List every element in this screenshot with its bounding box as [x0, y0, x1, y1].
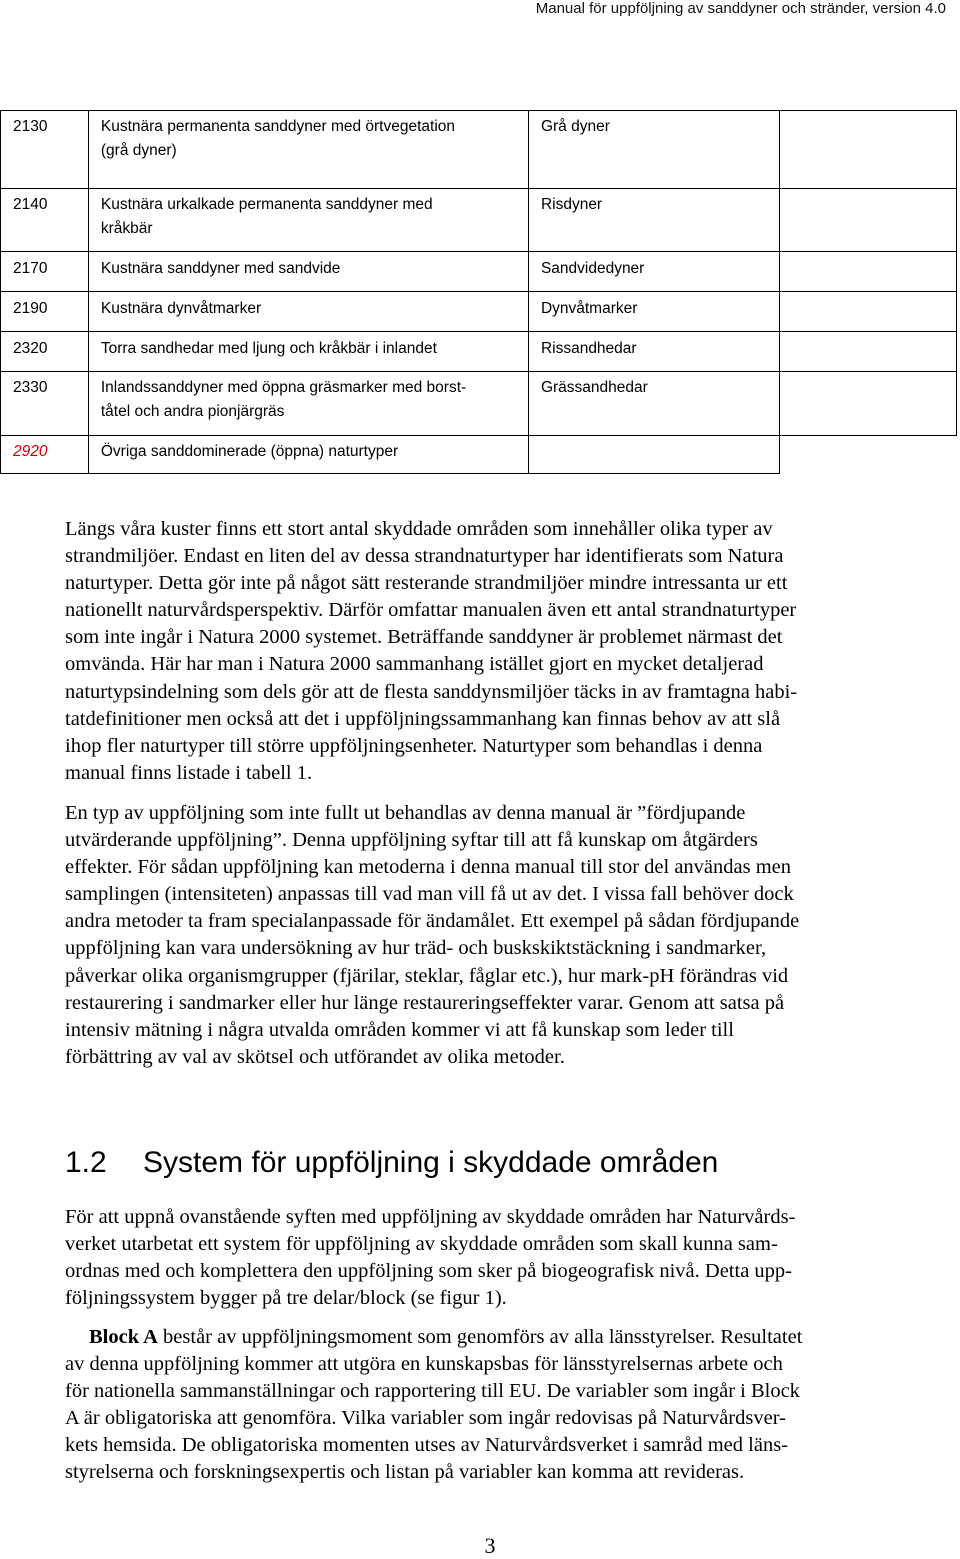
text-line: ordnas med och komplettera den uppföljning som sker på biogeografisk nivå. Detta upp-: [65, 1260, 792, 1283]
table-row: [1, 332, 957, 372]
text-line: uppföljning kan vara undersökning av hur träd- och buskskiktstäckning i sandmarker,: [65, 937, 767, 960]
text-line: naturtypsindelning som dels gör att de flesta sanddynsmiljöer täcks in av framtagna habi-: [65, 680, 798, 703]
habitat-description: [88, 436, 528, 474]
paragraph-block-a: [65, 1324, 915, 1487]
description-line: Inlandssanddyner med öppna gräsmarker med borst-: [100, 379, 467, 396]
text-line: för nationella sammanställningar och rapportering till EU. De variabler som ingår i Block: [65, 1380, 800, 1403]
habitat-description: [88, 292, 528, 332]
table-row: [1, 436, 957, 474]
text-line: andra metoder ta fram specialanpassade för ändamålet. Ett exempel på sådan fördjupande: [65, 910, 800, 933]
habitat-code: 2330: [1, 372, 89, 436]
text-line: samplingen (intensiteten) anpassas till vad man vill få ut av det. I vissa fall behöver dock: [65, 883, 794, 906]
text-line: styrelserna och forskningsexpertis och listan på variabler kan komma att revideras.: [65, 1461, 745, 1484]
habitat-description: [88, 252, 528, 292]
table-row: [1, 252, 957, 292]
habitat-extra-cell: [779, 292, 956, 332]
text-line: förbättring av val av skötsel och utförandet av olika metoder.: [65, 1045, 565, 1068]
habitat-extra-cell: [779, 332, 956, 372]
section-number: 1.2: [65, 1146, 107, 1179]
habitat-code: 2130: [1, 111, 89, 189]
habitat-code: 2320: [1, 332, 89, 372]
table-row: [1, 292, 957, 332]
description-line: tåtel och andra pionjärgräs: [100, 403, 285, 420]
text-line: ihop fler naturtyper till större uppföljningsenheter. Naturtyper som behandlas i denna: [65, 734, 763, 757]
table-row: [1, 189, 957, 252]
description-line: (grå dyner): [100, 142, 177, 159]
description-line: Kustnära urkalkade permanenta sanddyner med: [100, 196, 433, 213]
habitat-code: 2190: [1, 292, 89, 332]
habitat-name: Grå dyner: [528, 111, 779, 189]
habitat-name: Rissandhedar: [528, 332, 779, 372]
habitat-description: [88, 111, 528, 189]
text-line: effekter. För sådan uppföljning kan metoderna i denna manual till stor del användas men: [65, 856, 792, 879]
text-line: som inte ingår i Natura 2000 systemet. Beträffande sanddyner är problemet närmast det: [65, 626, 783, 649]
description-line: Övriga sanddominerade (öppna) naturtyper: [100, 443, 399, 460]
habitat-description: [88, 372, 528, 436]
text-line: manual finns listade i tabell 1.: [65, 761, 313, 784]
text-line: Längs våra kuster finns ett stort antal skyddade områden som innehåller olika typer av: [65, 518, 773, 540]
text-line: följningssystem bygger på tre delar/block (se figur 1).: [65, 1287, 507, 1310]
description-line: Torra sandhedar med ljung och kråkbär i inlandet: [100, 340, 437, 357]
habitat-extra-cell: [779, 372, 956, 436]
paragraph-fordjupande: [65, 800, 915, 1071]
description-line: Kustnära dynvåtmarker: [100, 300, 262, 317]
running-header: Manual för uppföljning av sanddyner och stränder, version 4.0: [535, 0, 946, 17]
text-line: En typ av uppföljning som inte fullt ut behandlas av denna manual är ”fördjupande: [65, 802, 746, 824]
habitat-extra-cell: [779, 436, 956, 474]
text-line: nationellt naturvårdsperspektiv. Därför omfattar manualen även ett antal strandnaturtyper: [65, 599, 797, 622]
text-line: verket utarbetat ett system för uppföljning av skyddade områden som skall kunna sam-: [65, 1233, 778, 1256]
habitat-code: 2140: [1, 189, 89, 252]
paragraph-system: [65, 1204, 915, 1312]
text-line: utvärderande uppföljning”. Denna uppföljning syftar till att få kunskap om åtgärders: [65, 829, 758, 852]
section-title: System för uppföljning i skyddade områden: [143, 1146, 719, 1179]
page-number: 3: [484, 1533, 496, 1558]
description-line: Kustnära sanddyner med sandvide: [100, 260, 341, 277]
text-line: kets hemsida. De obligatoriska momenten utses av Naturvårdsverket i samråd med läns-: [65, 1434, 788, 1457]
table-row: [1, 372, 957, 436]
text-line: intensiv mätning i några utvalda områden kommer vi att få kunskap som leder till: [65, 1018, 734, 1041]
text-line: restaurering i sandmarker eller hur länge restaureringseffekter varar. Genom att satsa på: [65, 991, 785, 1014]
habitat-extra-cell: [779, 189, 956, 252]
habitat-table: [0, 110, 957, 474]
text-line: naturtyper. Detta gör inte på något sätt resterande strandmiljöer mindre intressanta ur ett: [65, 572, 788, 595]
habitat-name: Dynvåtmarker: [528, 292, 779, 332]
text-line: påverkar olika organismgrupper (fjärilar, steklar, fåglar etc.), hur mark-pH förändras vid: [65, 964, 789, 987]
block-a-label: Block A: [89, 1326, 158, 1348]
section-heading: [65, 1144, 718, 1182]
text-line: För att uppnå ovanstående syften med uppföljning av skyddade områden har Naturvårds-: [65, 1206, 796, 1228]
habitat-description: [88, 189, 528, 252]
habitat-name: Risdyner: [528, 189, 779, 252]
habitat-extra-cell: [779, 111, 956, 189]
habitat-name: [528, 436, 779, 474]
habitat-name: Sandvidedyner: [528, 252, 779, 292]
habitat-extra-cell: [779, 252, 956, 292]
description-line: kråkbär: [100, 220, 153, 237]
text-fragment: består av uppföljningsmoment som genomförs av alla länsstyrelser. Resultatet: [157, 1326, 803, 1348]
text-line: omvända. Här har man i Natura 2000 sammanhang istället gjort en mycket detaljerad: [65, 653, 764, 676]
text-line: tatdefinitioner men också att det i uppföljningssammanhang kan finnas behov av att slå: [65, 707, 781, 730]
text-line: strandmiljöer. Endast en liten del av dessa strandnaturtyper har identifierats som Natura: [65, 545, 784, 568]
habitat-code: 2170: [1, 252, 89, 292]
text-line: A är obligatoriska att genomföra. Vilka variabler som ingår redovisas på Naturvårdsver-: [65, 1407, 786, 1430]
table-row: [1, 111, 957, 189]
habitat-name: Grässandhedar: [528, 372, 779, 436]
habitat-code: 2920: [1, 436, 89, 474]
habitat-description: [88, 332, 528, 372]
text-line: [65, 1324, 915, 1351]
description-line: Kustnära permanenta sanddyner med örtvegetation: [100, 118, 456, 135]
text-line: av denna uppföljning kommer att utgöra en kunskapsbas för länsstyrelsernas arbete och: [65, 1353, 783, 1376]
paragraph-strandmiljoer: [65, 516, 915, 787]
